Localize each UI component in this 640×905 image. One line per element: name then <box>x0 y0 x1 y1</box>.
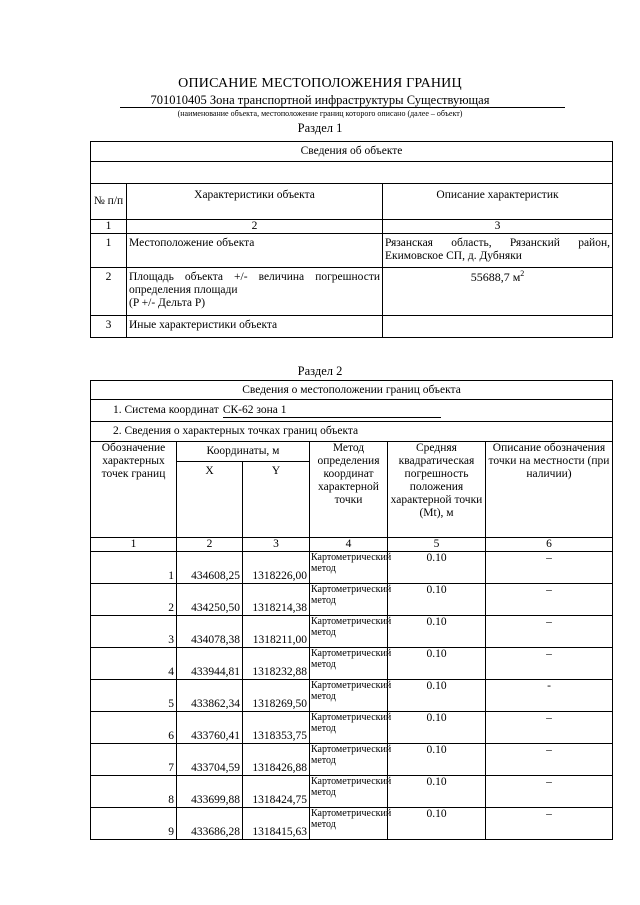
index-cell: 2 <box>177 538 243 552</box>
point-method: Картометрический метод <box>310 680 388 712</box>
point-description: – <box>486 552 613 584</box>
area-label: Площадь объекта +/- величина погрешности определения площади <box>129 271 380 296</box>
point-accuracy: 0.10 <box>388 712 486 744</box>
points-body <box>91 552 613 840</box>
accuracy-header: Средняя квадратическая погрешность положения характерной точки (Mt), м <box>388 442 486 538</box>
point-number: 4 <box>91 648 177 680</box>
point-description: – <box>486 616 613 648</box>
object-info-heading: Сведения об объекте <box>91 142 613 162</box>
table-row <box>91 776 613 808</box>
row-number: 2 <box>91 268 127 316</box>
point-method: Картометрический метод <box>310 776 388 808</box>
point-x: 434250,50 <box>177 584 243 616</box>
index-cell: 6 <box>486 538 613 552</box>
point-accuracy: 0.10 <box>388 648 486 680</box>
point-y: 1318269,50 <box>243 680 310 712</box>
row-characteristic <box>127 268 383 316</box>
area-formula: (P +/- Дельта P) <box>129 297 206 309</box>
table-row <box>91 268 613 316</box>
point-description: – <box>486 648 613 680</box>
object-name-note: (наименование объекта, местоположение границ которого описано (далее – объект) <box>177 109 463 118</box>
index-cell: 5 <box>388 538 486 552</box>
point-x: 433699,88 <box>177 776 243 808</box>
y-header: Y <box>243 462 310 538</box>
table-row <box>91 616 613 648</box>
section-1-title: Раздел 1 <box>297 121 343 135</box>
point-method: Картометрический метод <box>310 744 388 776</box>
point-method: Картометрический метод <box>310 808 388 840</box>
point-number: 6 <box>91 712 177 744</box>
point-description: – <box>486 808 613 840</box>
document-title: ОПИСАНИЕ МЕСТОПОЛОЖЕНИЯ ГРАНИЦ <box>178 76 462 91</box>
point-y: 1318232,88 <box>243 648 310 680</box>
coordinate-system-value: СК-62 зона 1 <box>223 404 441 418</box>
table-row <box>91 316 613 338</box>
x-header: X <box>177 462 243 538</box>
points-label: 2. Сведения о характерных точках границ объекта <box>91 422 613 442</box>
point-x: 433760,41 <box>177 712 243 744</box>
point-y: 1318426,88 <box>243 744 310 776</box>
point-number: 7 <box>91 744 177 776</box>
coordinate-system-row <box>91 400 613 422</box>
empty-row <box>91 162 613 184</box>
point-y: 1318424,75 <box>243 776 310 808</box>
point-y: 1318226,00 <box>243 552 310 584</box>
point-y: 1318214,38 <box>243 584 310 616</box>
point-number: 3 <box>91 616 177 648</box>
row-number: 3 <box>91 316 127 338</box>
row-description <box>383 316 613 338</box>
description-header: Описание обозначения точки на местности (при наличии) <box>486 442 613 538</box>
table-row <box>91 648 613 680</box>
point-x: 433862,34 <box>177 680 243 712</box>
point-description: – <box>486 776 613 808</box>
section-2-title: Раздел 2 <box>297 364 343 378</box>
boundary-table <box>90 380 613 840</box>
point-method: Картометрический метод <box>310 552 388 584</box>
point-number: 2 <box>91 584 177 616</box>
index-cell: 3 <box>383 220 613 234</box>
point-accuracy: 0.10 <box>388 680 486 712</box>
table-row <box>91 680 613 712</box>
point-x: 433944,81 <box>177 648 243 680</box>
point-x: 433704,59 <box>177 744 243 776</box>
point-x: 434078,38 <box>177 616 243 648</box>
coordinate-system-label: 1. Система координат <box>113 403 219 416</box>
row-description: Рязанская область, Рязанский район, Екимовское СП, д. Дубняки <box>383 234 613 268</box>
row-number: 1 <box>91 234 127 268</box>
point-x: 434608,25 <box>177 552 243 584</box>
point-y: 1318353,75 <box>243 712 310 744</box>
col-characteristics-header: Характеристики объекта <box>127 184 383 220</box>
point-description: – <box>486 712 613 744</box>
area-unit-exponent: 2 <box>520 269 525 278</box>
table-row <box>91 744 613 776</box>
index-cell: 4 <box>310 538 388 552</box>
point-method: Картометрический метод <box>310 648 388 680</box>
table-row <box>91 584 613 616</box>
index-cell: 3 <box>243 538 310 552</box>
method-header: Метод определения координат характерной точки <box>310 442 388 538</box>
point-accuracy: 0.10 <box>388 552 486 584</box>
area-value <box>383 268 613 316</box>
point-y: 1318211,00 <box>243 616 310 648</box>
index-cell: 1 <box>91 538 177 552</box>
point-description: - <box>486 680 613 712</box>
point-description: – <box>486 584 613 616</box>
area-number: 55688,7 м <box>470 270 521 284</box>
point-number: 5 <box>91 680 177 712</box>
table-row <box>91 552 613 584</box>
col-description-header: Описание характеристик <box>383 184 613 220</box>
point-accuracy: 0.10 <box>388 808 486 840</box>
index-cell: 1 <box>91 220 127 234</box>
point-number: 9 <box>91 808 177 840</box>
table-row <box>91 234 613 268</box>
col-number-header: № п/п <box>91 184 127 220</box>
point-accuracy: 0.10 <box>388 616 486 648</box>
point-description: – <box>486 744 613 776</box>
coordinates-header: Координаты, м <box>177 442 310 462</box>
point-number: 8 <box>91 776 177 808</box>
row-characteristic: Местоположение объекта <box>127 234 383 268</box>
point-method: Картометрический метод <box>310 616 388 648</box>
object-info-table <box>90 141 613 338</box>
index-cell: 2 <box>127 220 383 234</box>
point-y: 1318415,63 <box>243 808 310 840</box>
point-x: 433686,28 <box>177 808 243 840</box>
object-name: 701010405 Зона транспортной инфраструктуры Существующая <box>150 93 490 107</box>
point-accuracy: 0.10 <box>388 584 486 616</box>
table-row <box>91 712 613 744</box>
point-number: 1 <box>91 552 177 584</box>
point-accuracy: 0.10 <box>388 776 486 808</box>
boundary-heading: Сведения о местоположении границ объекта <box>91 381 613 400</box>
row-characteristic: Иные характеристики объекта <box>127 316 383 338</box>
object-name-underline <box>120 107 565 108</box>
point-method: Картометрический метод <box>310 584 388 616</box>
point-accuracy: 0.10 <box>388 744 486 776</box>
designation-header: Обозначение характерных точек границ <box>91 442 177 538</box>
table-row <box>91 808 613 840</box>
point-method: Картометрический метод <box>310 712 388 744</box>
